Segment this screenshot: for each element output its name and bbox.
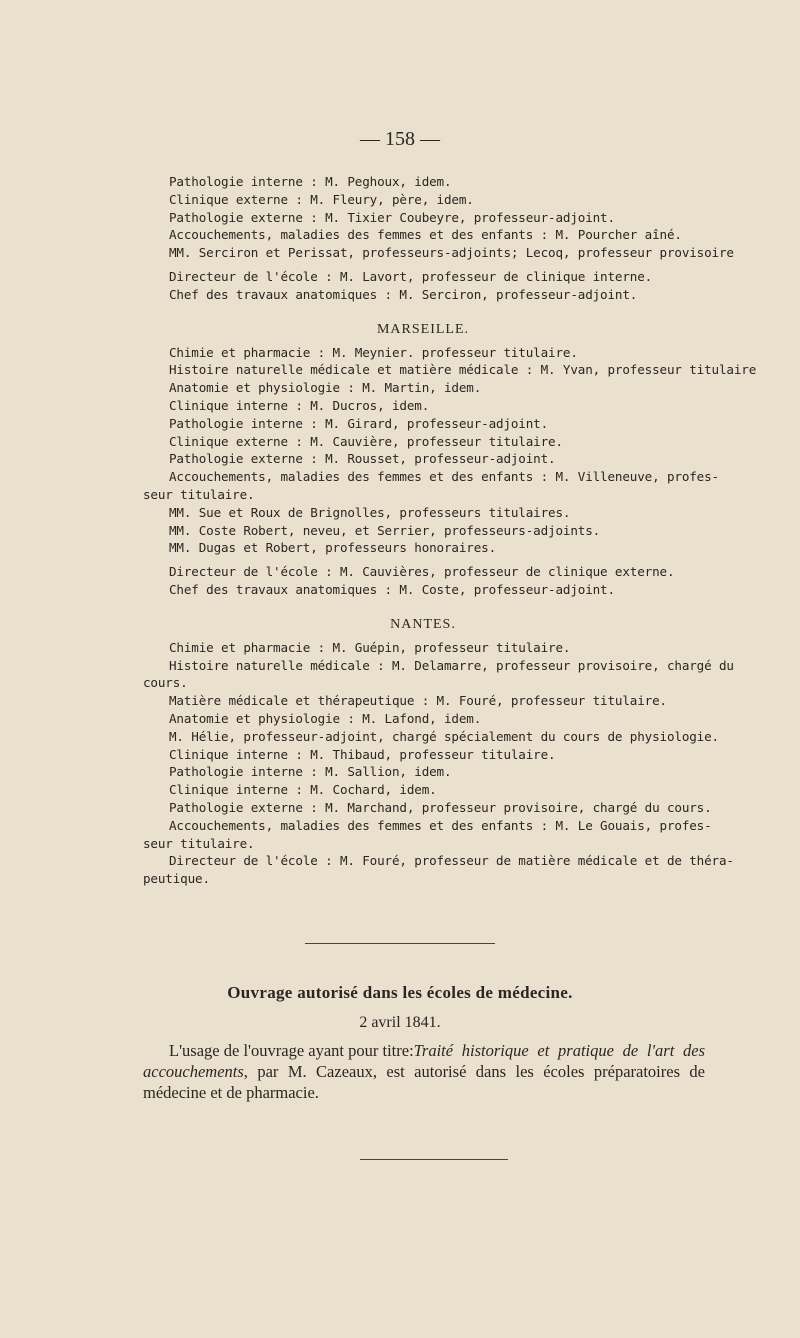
text-line: Pathologie externe : M. Marchand, professeur provisoire, chargé du cours. (169, 799, 712, 815)
divider-rule (305, 943, 495, 944)
text-line: Clinique interne : M. Thibaud, professeur titulaire. (169, 746, 556, 762)
text-line: Directeur de l'école : M. Lavort, professeur de clinique interne. (169, 268, 653, 284)
text-line: MM. Coste Robert, neveu, et Serrier, professeurs-adjoints. (169, 522, 601, 538)
section-heading-marseille: MARSEILLE. (376, 321, 470, 337)
text-line: MM. Serciron et Perissat, professeurs-adjoints; Lecoq, professeur provisoire (169, 245, 734, 261)
section-heading-nantes: NANTES. (390, 616, 456, 632)
text-line: Directeur de l'école : M. Cauvières, professeur de clinique externe. (169, 564, 675, 580)
para-before: L'usage de l'ouvrage ayant pour titre: (169, 1041, 414, 1060)
text-line: Pathologie externe : M. Rousset, professeur-adjoint. (169, 451, 556, 467)
text-line: Clinique externe : M. Fleury, père, idem. (169, 191, 474, 207)
text-line: Chimie et pharmacie : M. Guépin, professeur titulaire. (169, 639, 571, 655)
text-line: Histoire naturelle médicale : M. Delamarre, professeur provisoire, chargé du (169, 657, 734, 673)
text-line: Pathologie interne : M. Peghoux, idem. (169, 174, 452, 189)
text-line: Chimie et pharmacie : M. Meynier. professeur titulaire. (169, 344, 578, 360)
text-line: Matière médicale et thérapeutique : M. Fouré, professeur titulaire. (169, 693, 667, 709)
text-line: Pathologie interne : M. Sallion, idem. (169, 764, 452, 780)
text-line: Clinique externe : M. Cauvière, professeur titulaire. (169, 433, 563, 449)
text-line: peutique. (143, 871, 210, 887)
text-line: Accouchements, maladies des femmes et des enfants : M. Pourcher aîné. (169, 227, 682, 243)
text-line: seur titulaire. (143, 486, 255, 502)
text-line: Accouchements, maladies des femmes et des enfants : M. Le Gouais, profes- (169, 817, 712, 833)
text-line: Anatomie et physiologie : M. Martin, idem. (169, 380, 482, 396)
text-line: Directeur de l'école : M. Fouré, professeur de matière médicale et de théra- (169, 853, 734, 869)
text-line: Histoire naturelle médicale et matière médicale : M. Yvan, professeur titulaire (169, 362, 757, 378)
book-title: Traité historique et pratique de l'art des accouchements (143, 1041, 705, 1081)
text-line: seur titulaire. (143, 835, 255, 851)
page-number: — 158 — (360, 128, 440, 150)
text-line: Pathologie interne : M. Girard, professeur-adjoint. (169, 415, 549, 431)
text-line: Accouchements, maladies des femmes et des enfants : M. Villeneuve, profes- (169, 469, 719, 485)
text-line: Chef des travaux anatomiques : M. Serciron, professeur-adjoint. (169, 286, 638, 302)
text-line: Clinique interne : M. Ducros, idem. (169, 397, 430, 413)
intro-block (143, 173, 757, 888)
ouvrage-paragraph (143, 1040, 705, 1103)
text-line: Clinique interne : M. Cochard, idem. (169, 782, 437, 798)
text-line: Anatomie et physiologie : M. Lafond, idem. (169, 710, 482, 726)
text-line: Chef des travaux anatomiques : M. Coste, professeur-adjoint. (169, 581, 615, 597)
text-line: cours. (143, 675, 188, 691)
text-line: MM. Dugas et Robert, professeurs honoraires. (169, 540, 497, 556)
ouvrage-date: 2 avril 1841. (359, 1014, 441, 1031)
ouvrage-title: Ouvrage autorisé dans les écoles de médecine. (227, 983, 573, 1002)
text-line: Pathologie externe : M. Tixier Coubeyre, professeur-adjoint. (169, 209, 615, 225)
text-line: M. Hélie, professeur-adjoint, chargé spécialement du cours de physiologie. (169, 728, 719, 744)
text-line: MM. Sue et Roux de Brignolles, professeurs titulaires. (169, 504, 571, 520)
para-after: , par M. Cazeaux, est autorisé dans les écoles préparatoires de médecine et de pharmacie. (143, 1062, 705, 1102)
divider-rule-bottom (360, 1159, 508, 1160)
